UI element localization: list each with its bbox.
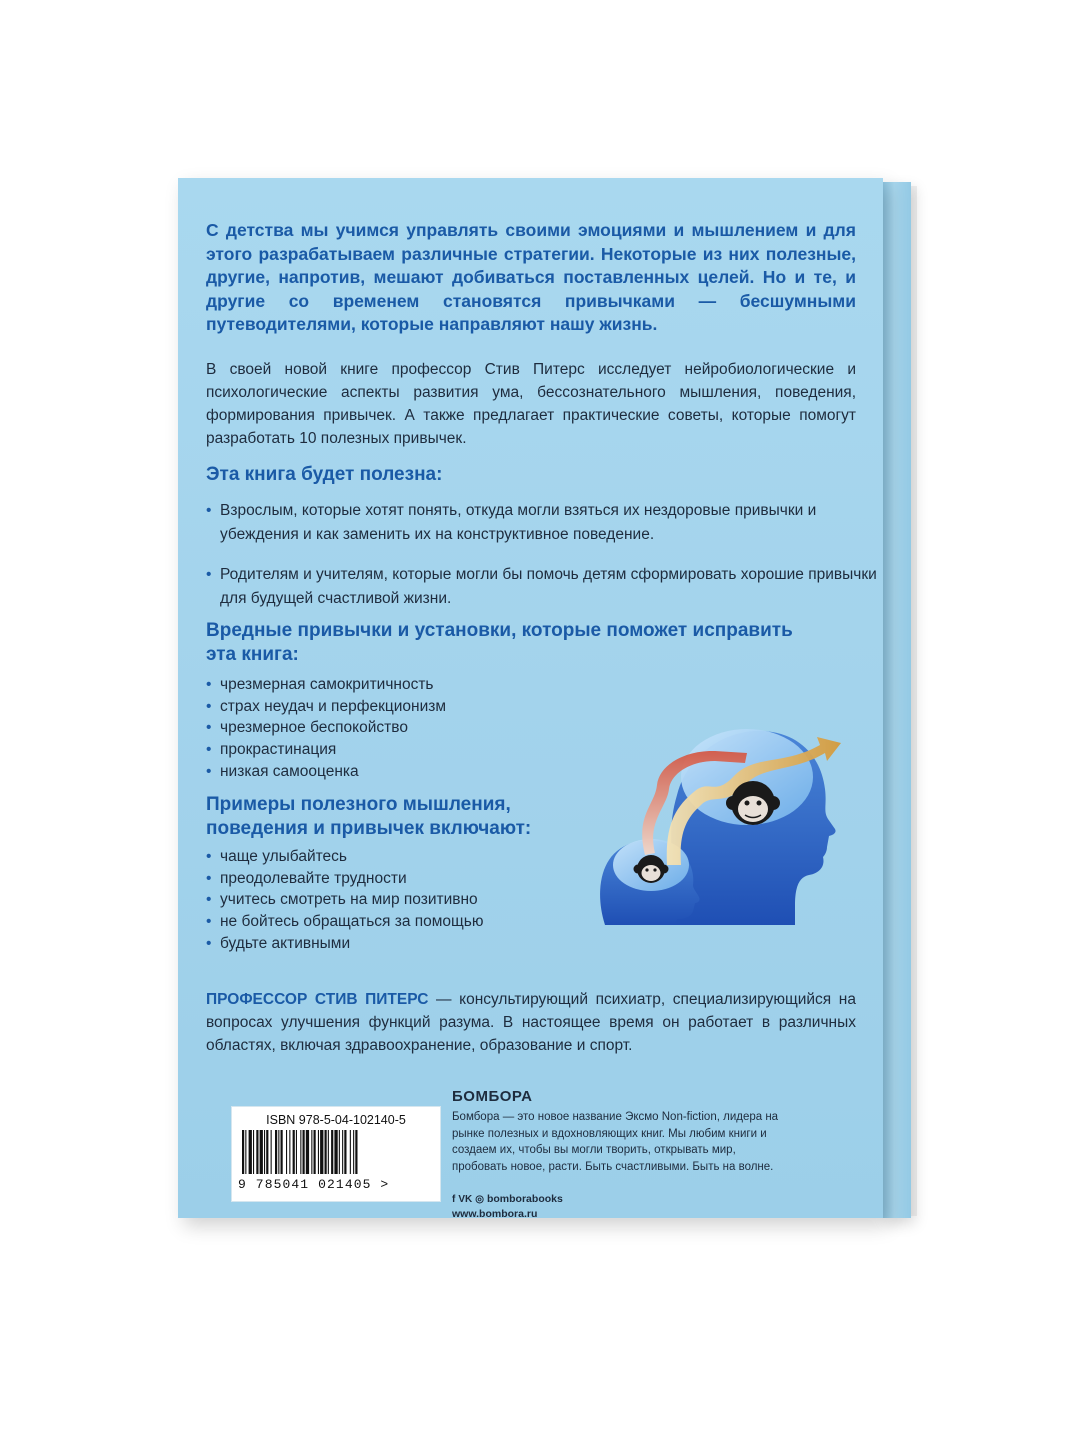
author-bio-text: — консультирующий психиатр, специализирующийся на вопросах улучшения функций разума. В настоящее время он работает в различных областях, включая здравоохранение, образование и спорт.	[206, 991, 856, 1054]
barcode-stripe	[275, 1130, 277, 1174]
list-item: • не бойтесь обращаться за помощью	[206, 911, 484, 933]
barcode-stripe	[293, 1130, 295, 1174]
barcode-stripe	[325, 1130, 327, 1174]
barcode-stripe	[318, 1130, 319, 1174]
barcode-stripe	[296, 1130, 297, 1174]
barcode-stripe	[260, 1130, 263, 1174]
barcode-stripe	[353, 1130, 354, 1174]
barcode-stripe	[350, 1130, 351, 1174]
examples-heading: Примеры полезного мышления, поведения и привычек включают:	[206, 794, 532, 839]
list-item: • будьте активными	[206, 933, 484, 955]
social-links	[452, 1193, 563, 1205]
author-name: ПРОФЕССОР СТИВ ПИТЕРС	[206, 991, 429, 1008]
list-item: • страх неудач и перфекционизм	[206, 696, 446, 718]
author-bio	[206, 988, 856, 1057]
bad-habits-heading: Вредные привычки и установки, которые поможет исправить эта книга:	[206, 620, 793, 665]
barcode-stripe	[339, 1130, 340, 1174]
list-item: • Родителям и учителям, которые могли бы помочь детям сформировать хорошие привычки для будущей счастливой жизни.	[206, 563, 880, 611]
barcode-stripe	[245, 1130, 246, 1174]
instagram-icon: ◎	[475, 1193, 484, 1205]
book-spine	[883, 182, 911, 1218]
barcode-stripe	[249, 1130, 252, 1174]
barcode-stripe	[266, 1130, 268, 1174]
list-item: • прокрастинация	[206, 739, 446, 761]
bad-habits-list	[206, 674, 446, 783]
vk-icon: VK	[458, 1193, 473, 1205]
website-link: www.bombora.ru	[452, 1208, 538, 1220]
barcode-stripe	[264, 1130, 265, 1174]
examples-list	[206, 846, 484, 955]
list-item: • чрезмерное беспокойство	[206, 717, 446, 739]
publisher-logo: БОМБОРА	[452, 1088, 533, 1105]
list-item: • чрезмерная самокритичность	[206, 674, 446, 696]
barcode-stripe	[334, 1130, 337, 1174]
barcode-stripe	[278, 1130, 279, 1174]
barcode-digits: 9 785041 021405 >	[238, 1177, 390, 1192]
intro-paragraph: В своей новой книге профессор Стив Питерс исследует нейробиологические и психологические аспекты развития ума, бессознательного мышления, поведения, формирования привычек. А также предлагает практические советы, которые помогут разработать 10 полезных привычек.	[206, 361, 856, 447]
barcode-stripe	[303, 1130, 305, 1174]
barcode-stripe	[256, 1130, 258, 1174]
publisher-description: Бомбора — это новое название Эксмо Non-fiction, лидера на рынке полезных и вдохновляющих книг. Мы любим книги и создаем их, чтобы вы могли творить, открывать мир, пробовать новое, расти. Быть счастливыми. Быть на волне.	[452, 1111, 779, 1173]
social-handle: bomborabooks	[486, 1193, 563, 1205]
barcode-stripe	[311, 1130, 312, 1174]
list-item: • учитесь смотреть на мир позитивно	[206, 889, 484, 911]
lead-text: С детства мы учимся управлять своими эмоциями и мышлением и для этого разрабатываем различные стратегии. Некоторые из них полезные, другие, напротив, мешают добиваться поставленных целей. Но и те, и другие со временем становятся привычками — бесшумными путеводителями, которые направляют нашу жизнь.	[206, 220, 856, 334]
list-item: • Взрослым, которые хотят понять, откуда могли взяться их нездоровые привычки и убеждения и как заменить их на конструктивное поведение.	[206, 499, 880, 547]
barcode-stripe	[314, 1130, 316, 1174]
barcode-stripe	[342, 1130, 343, 1174]
barcode-stripe	[289, 1130, 290, 1174]
barcode-stripe	[271, 1130, 272, 1174]
spine-shadow	[911, 186, 917, 1216]
barcode-stripe	[328, 1130, 329, 1174]
barcode-stripe	[306, 1130, 309, 1174]
useful-heading: Эта книга будет полезна:	[206, 464, 443, 485]
barcode-stripe	[331, 1130, 333, 1174]
isbn-text: ISBN 978-5-04-102140-5	[266, 1113, 406, 1127]
barcode-stripe	[286, 1130, 287, 1174]
list-item: • преодолевайте трудности	[206, 868, 484, 890]
barcode-stripe	[320, 1130, 323, 1174]
barcode-bars	[238, 1130, 434, 1176]
barcode-stripe	[355, 1130, 357, 1174]
list-item: • чаще улыбайтесь	[206, 846, 484, 868]
barcode-stripe	[242, 1130, 244, 1174]
barcode-stripe	[281, 1130, 283, 1174]
facebook-icon: f	[452, 1193, 456, 1205]
barcode-block	[231, 1106, 441, 1202]
heads-illustration	[595, 715, 865, 935]
list-item: • низкая самооценка	[206, 761, 446, 783]
barcode-stripe	[344, 1130, 346, 1174]
barcode-stripe	[300, 1130, 301, 1174]
useful-list	[206, 499, 880, 627]
barcode-stripe	[253, 1130, 254, 1174]
